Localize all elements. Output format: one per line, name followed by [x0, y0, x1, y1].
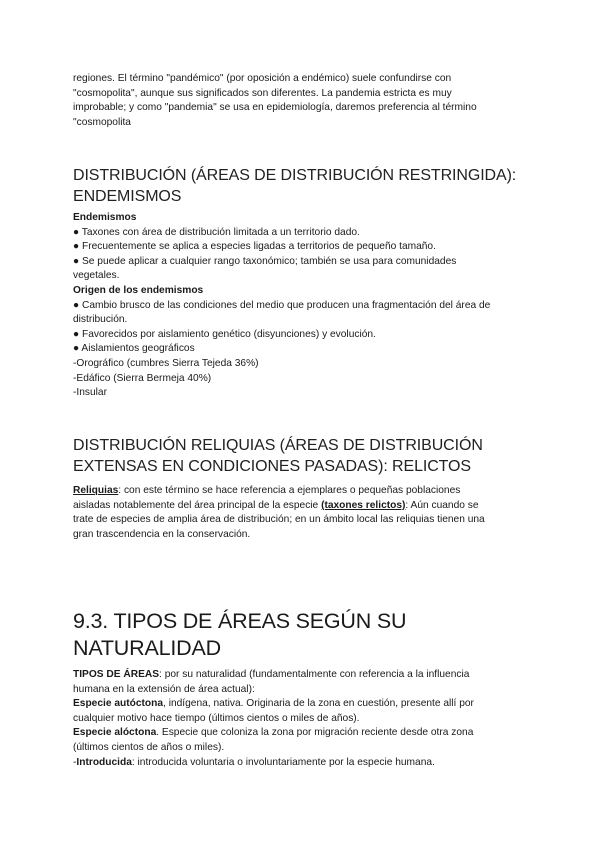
- paragraph-line: gran trascendencia en la conservación.: [73, 528, 251, 540]
- heading-line: ENDEMISMOS: [73, 188, 182, 205]
- list-line: -Insular: [73, 387, 107, 399]
- heading-line: DISTRIBUCIÓN (ÁREAS DE DISTRIBUCIÓN RESTRINGIDA):: [73, 167, 517, 184]
- paragraph-line: [73, 484, 485, 499]
- bullet-line: ● Aislamientos geográficos: [73, 343, 195, 355]
- heading-line: 9.3. TIPOS DE ÁREAS SEGÚN SU: [73, 609, 407, 633]
- text-span: -: [73, 756, 77, 768]
- intro-line: "cosmopolita: [73, 116, 131, 128]
- bullet-line: ● Frecuentemente se aplica a especies ligadas a territorios de pequeño tamaño.: [73, 241, 436, 253]
- bullet-line: distribución.: [73, 314, 128, 326]
- heading-line: DISTRIBUCIÓN RELIQUIAS (ÁREAS DE DISTRIBUCIÓN: [73, 437, 483, 454]
- text-span: . Especie que coloniza la zona por migración reciente desde otra zona: [156, 727, 474, 739]
- paragraph-line: [73, 668, 474, 683]
- paragraph-line: cualquier motivo hace tiempo (últimos cientos o miles de años).: [73, 712, 360, 724]
- subheading-origen: Origen de los endemismos: [73, 284, 204, 296]
- section-relictos-heading: [73, 435, 483, 477]
- intro-paragraph: [73, 72, 477, 130]
- intro-line: improbable; y como "pandemia" se usa en epidemiología, daremos preferencia al término: [73, 102, 477, 114]
- subheading-endemismos: Endemismos: [73, 212, 137, 223]
- bullet-line: ● Favorecidos por aislamiento genético (disyunciones) y evolución.: [73, 328, 376, 340]
- heading-line: NATURALIDAD: [73, 636, 221, 660]
- list-line: -Edáfico (Sierra Bermeja 40%): [73, 372, 212, 384]
- text-span: : con este término se hace referencia a ejemplares o pequeñas poblaciones: [118, 485, 461, 496]
- label-autoctona: Especie autóctona: [73, 698, 164, 710]
- section-endemismos-body: [73, 211, 490, 401]
- paragraph-line: [73, 697, 474, 712]
- bullet-line: vegetales.: [73, 270, 120, 282]
- text-span: : Aún cuando se: [405, 499, 479, 511]
- paragraph-line: [73, 726, 474, 741]
- intro-line: "cosmopolita", aunque sus significados son diferentes. La pandemia estricta es muy: [73, 87, 452, 99]
- text-span: : por su naturalidad (fundamentalmente con referencia a la influencia: [159, 669, 470, 680]
- label-tipos: TIPOS DE ÁREAS: [73, 669, 160, 680]
- intro-line: regiones. El término "pandémico" (por oposición a endémico) suele confundirse con: [73, 73, 452, 84]
- label-aloctona: Especie alóctona: [73, 727, 157, 739]
- term-reliquias: Reliquias: [73, 485, 119, 496]
- paragraph-line: [73, 756, 474, 771]
- label-introducida: Introducida: [76, 756, 132, 768]
- bullet-line: ● Se puede aplicar a cualquier rango taxonómico; también se usa para comunidades: [73, 255, 457, 267]
- section-endemismos-heading: [73, 165, 516, 207]
- text-span: , indígena, nativa. Originaria de la zona en cuestión, presente allí por: [163, 698, 474, 710]
- bullet-line: ● Taxones con área de distribución limitada a un territorio dado.: [73, 226, 360, 238]
- term-taxones-relictos: (taxones relictos): [321, 499, 406, 511]
- section-tipos-heading: [73, 608, 406, 662]
- paragraph-line: humana en la extensión de área actual):: [73, 683, 255, 695]
- text-span: : introducida voluntaria o involuntariamente por la especie humana.: [131, 756, 435, 768]
- paragraph-line: trate de especies de amplia área de distribución; en un ámbito local las reliquias tienen una: [73, 514, 485, 526]
- heading-line: EXTENSAS EN CONDICIONES PASADAS): RELICTOS: [73, 458, 471, 475]
- paragraph-line: [73, 499, 485, 514]
- text-span: aisladas notablemente del área principal de la especie: [73, 499, 322, 511]
- section-relictos-body: [73, 484, 485, 542]
- paragraph-line: (últimos cientos de años o miles).: [73, 741, 225, 753]
- list-line: -Orográfico (cumbres Sierra Tejeda 36%): [73, 357, 259, 369]
- section-tipos-body: [73, 668, 474, 770]
- bullet-line: ● Cambio brusco de las condiciones del medio que producen una fragmentación del área de: [73, 299, 491, 311]
